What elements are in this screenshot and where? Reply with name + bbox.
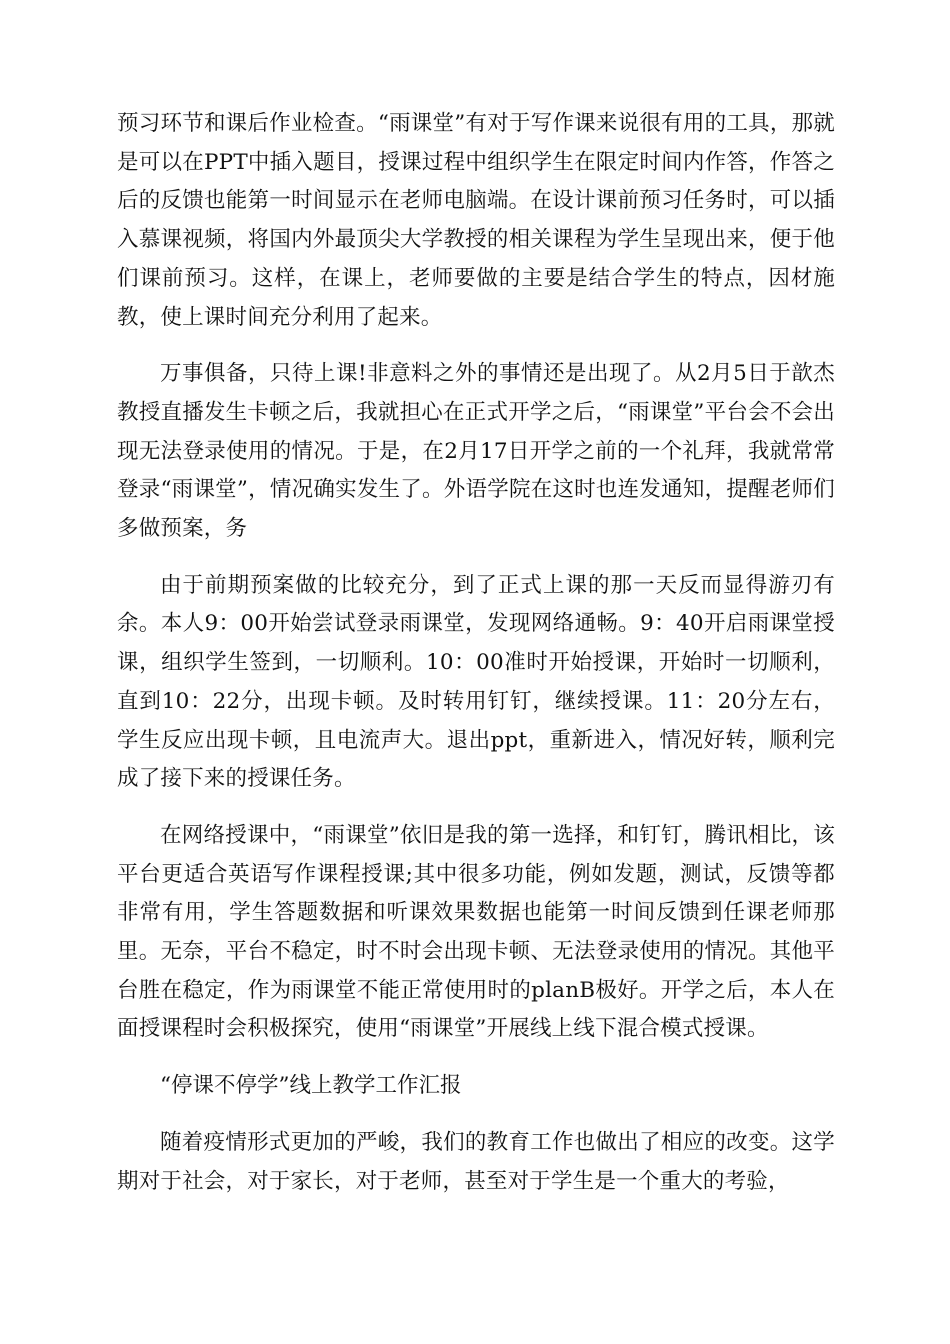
paragraph-5: 随着疫情形式更加的严峻，我们的教育工作也做出了相应的改变。这学期对于社会，对于家长，对于老师，甚至对于学生是一个重大的考验， bbox=[117, 1129, 835, 1194]
section-heading: “停课不停学”线上教学工作汇报 bbox=[160, 1073, 462, 1099]
document-page bbox=[117, 105, 835, 1219]
paragraph-3: 由于前期预案做的比较充分，到了正式上课的那一天反而显得游刃有余。本人9：00开始尝试登录雨课堂，发现网络通畅。9：40开启雨课堂授课，组织学生签到，一切顺利。10：00准时开始授课，开始时一切顺利，直到10：22分，出现卡顿。及时转用钉钉，继续授课。11：20分左右，学生反应出现卡顿，且电流声大。退出ppt，重新进入，情况好转，顺利完成了接下来的授课任务。 bbox=[117, 572, 835, 792]
paragraph-4: 在网络授课中，“雨课堂”依旧是我的第一选择，和钉钉，腾讯相比，该平台更适合英语写作课程授课;其中很多功能，例如发题，测试，反馈等都非常有用，学生答题数据和听课效果数据也能第一时间反馈到任课老师那里。无奈，平台不稳定，时不时会出现卡顿、无法登录使用的情况。其他平台胜在稳定，作为雨课堂不能正常使用时的planB极好。开学之后，本人在面授课程时会积极探究，使用“雨课堂”开展线上线下混合模式授课。 bbox=[117, 822, 835, 1042]
paragraph-2: 万事俱备，只待上课!非意料之外的事情还是出现了。从2月5日于歆杰教授直播发生卡顿之后，我就担心在正式开学之后，“雨课堂”平台会不会出现无法登录使用的情况。于是，在2月17日开学之前的一个礼拜，我就常常登录“雨课堂”，情况确实发生了。外语学院在这时也连发通知，提醒老师们多做预案，务 bbox=[117, 361, 835, 542]
paragraph-1: 预习环节和课后作业检查。“雨课堂”有对于写作课来说很有用的工具，那就是可以在PPT中插入题目，授课过程中组织学生在限定时间内作答，作答之后的反馈也能第一时间显示在老师电脑端。在设计课前预习任务时，可以插入慕课视频，将国内外最顶尖大学教授的相关课程为学生呈现出来，便于他们课前预习。这样，在课上，老师要做的主要是结合学生的特点，因材施教，使上课时间充分利用了起来。 bbox=[117, 111, 835, 330]
